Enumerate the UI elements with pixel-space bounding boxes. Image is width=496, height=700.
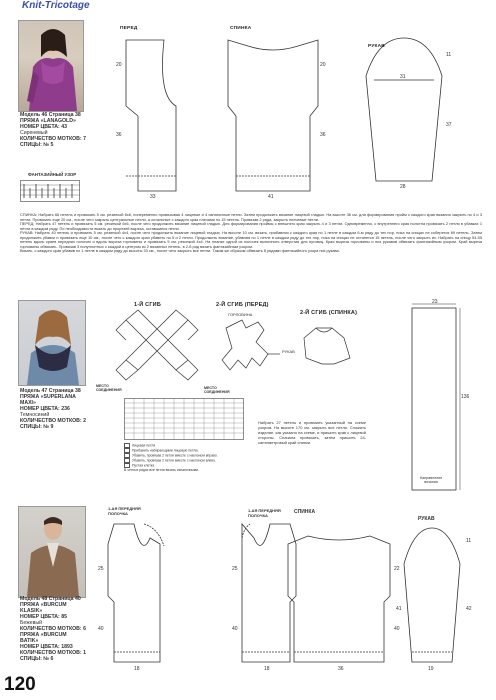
legend-text: Убавить, провязав 2 петли вместе с наклоном влево. [132, 458, 216, 463]
model47-scarf-rect [408, 300, 468, 496]
model47-caption-line: Темносиний [20, 412, 50, 418]
model46-caption-line: НОМЕР ЦВЕТА: 43 [20, 124, 67, 130]
model48-caption-line: КОЛИЧЕСТВО МОТКОВ: 1 [20, 650, 86, 656]
model46-caption [20, 112, 86, 148]
joint-label-2: МЕСТО СОЕДИНЕНИЯ [204, 386, 230, 394]
model46-caption-line: ПРЯЖА «LANAGOLD» [20, 118, 76, 124]
dim-label: 37 [446, 122, 452, 128]
dim-label: 36 [320, 132, 326, 138]
dim-label: 22 [394, 566, 400, 572]
instruction-paragraph: ПЕРЕД: Набрать 47 петель и провязать 5 см. резинкой 6х6, после чего продолжить вязание лицевой гладью. Для формирования проймы с внешнего края закрыть 4 и 3 петли. Одновременно, с внутреннего края полотна провязать 2 петли в убавках 1 петли в каждом ряду. По необходимости вязать до прорезей выреза, оставшиеся петли. [20, 221, 482, 231]
front2-label: 1-АЯ ПЕРЕДНЯЯ ПОЛОЧКА [248, 508, 281, 518]
dim-label: 20 [116, 62, 122, 68]
page-number: 120 [4, 674, 36, 695]
dim-label: 18 [264, 666, 270, 672]
back48-outline [288, 536, 390, 662]
dim-label: 28 [400, 184, 406, 190]
model46-back-label: СПИНКА [230, 26, 252, 31]
model46-front-outline [126, 40, 176, 191]
instruction-paragraph: РУКАВ: Набрать 40 петель и провязать 5 см. резинкой 4х4, после чего продолжить вязание лицевой гладью. На высоте 10 см. вязать, прибавляя с каждого края по 1 петле в каждом 6-м ряду до тех пор, пока на спицах не соберется 69 петель. Затем продолжить убавки и провязать еще 10 см., после чего с каждого края убавить по 5 и 2 петли. Продолжить вязание, убавляя по 1 петле в каждом ряду до тех пор, пока на спицах не останется 15 петель, после чего закрыть их. Набрать на спицу 54-55 петель вдоль краев передних полочек и вдоль выреза горловины и провязать 5 см. резинкой 4х4. На планке одной из полочек выполнить отверстия для пуговиц. Края выреза горловины и низ рукавов обвязать фантазийным узором. Край выреза горловины обвязать. Провязав 3 полуплотных с каждой и центром из 2 вязанных петель, в 2-й ряд вязать фантазийным узором. [20, 230, 482, 249]
model46-photo [18, 20, 84, 112]
dim-label: 41 [396, 606, 402, 612]
legend-text: Убавить, провязав 2 петли вместе с наклоном вправо. [132, 453, 218, 458]
model48-caption-line: BATIK» [20, 638, 39, 644]
dim-label: 41 [268, 194, 274, 200]
model46-back-outline [228, 40, 318, 191]
model46-photo-art [19, 21, 83, 111]
joint-label-1: МЕСТО СОЕДИНЕНИЯ [96, 384, 122, 392]
model46-caption-line: КОЛИЧЕСТВО МОТКОВ: 7 [20, 136, 86, 142]
model48-photo-art [19, 507, 85, 597]
model48-caption-line: ПРЯЖА «BURCUM [20, 632, 67, 638]
direction-label: Направление вязания [419, 476, 443, 484]
model47-caption [20, 388, 86, 430]
model46-pattern-chart [20, 180, 80, 202]
model48-caption [20, 596, 86, 662]
dim-label: 31 [400, 74, 406, 80]
model46-front-label: ПЕРЕД [120, 26, 138, 31]
model48-caption-line: НОМЕР ЦВЕТА: 1893 [20, 644, 73, 650]
model47-caption-line: MAXI» [20, 400, 36, 406]
model48-caption-line: ПРЯЖА «BURCUM [20, 602, 67, 608]
model47-fold-diagrams [96, 308, 396, 408]
dim-label: 40 [232, 626, 238, 632]
dim-label: 36 [116, 132, 122, 138]
neck-label: ГОРЛОВИНА [228, 312, 253, 317]
model48-schematics [94, 514, 490, 674]
model46-caption-line: Модель 46 Страница 38 [20, 112, 81, 118]
dim-label: 11 [466, 538, 472, 544]
legend-text: В четных рядах все петли вязать изнаночными. [124, 468, 199, 472]
dim-label: 25 [232, 566, 238, 572]
model47-stitch-chart [124, 398, 244, 440]
dim-label: 19 [428, 666, 434, 672]
model46-caption-line: Сиреневый [20, 130, 48, 136]
dim-label: 11 [446, 52, 452, 58]
fold2-back-title: 2-Й СГИБ (СПИНКА) [300, 310, 358, 316]
model46-caption-line: СПИЦЫ: № 5 [20, 142, 54, 148]
dim-label: 42 [466, 606, 472, 612]
model46-sleeve-outline [366, 38, 442, 181]
model47-caption-line: Модель 47 Страница 38 [20, 388, 81, 394]
dim-label: 25 [98, 566, 104, 572]
fold2-front-title: 2-Й СГИБ (ПЕРЕД) [216, 302, 269, 308]
model46-sleeve-label: РУКАВ [368, 44, 385, 49]
legend-text: Лицевая петля [132, 443, 156, 448]
legend-item [124, 468, 244, 472]
legend-text: Пустая клетка [132, 463, 155, 468]
magazine-logo: Knit-Tricotage [22, 0, 90, 11]
model47-legend [124, 443, 244, 472]
sleeve48-outline [404, 528, 460, 662]
svg-text:23: 23 [432, 299, 438, 305]
model47-instruction: Набрать 27 петель и провязать указанный на схеме узором. На высоте 170 см. закрыть все петли. Сложить изделие, как указано на схеме, и пришить края с лицевой стороны. Сначала провязать, затем пришить 24-сантиметровый край спинки. [258, 420, 366, 445]
model48-caption-line: НОМЕР ЦВЕТА: 85 [20, 614, 67, 620]
dim-label: 40 [394, 626, 400, 632]
model47-caption-line: ПРЯЖА «SUPERLANA [20, 394, 76, 400]
legend-text: Прибавить набирающими лицевую петлю. [132, 448, 199, 453]
front1-outline [108, 524, 160, 662]
model48-caption-line: КОЛИЧЕСТВО МОТКОВ: 6 [20, 626, 86, 632]
model48-photo [18, 506, 86, 598]
model48-caption-line: Бежевый [20, 620, 42, 626]
instruction-paragraph: СПИНКА: Набрать 66 петель и провязать 5 см. резинкой 6х6, попеременно провязывая 4 лицевые и 4 изнаночные петли. Затем продолжить вязание лицевой гладью. На высоте 36 см. для формирования пройм с каждого края вязания закрыть по 4 и 3 петли. Провязать еще 20 см., после чего закрыть центральные петли, а остальные с каждого края плечами по 15 петель. Провязав 2 ряда, закрыть плечевые петли. [20, 212, 482, 222]
instruction-paragraph: Вязать, с каждого края убавив по 1 петле в каждом ряду до высоты 33 см., после чего закрыть все петли. Таким же образом обвязать 8 рядами фантазийного узора низ рукава. [20, 248, 340, 254]
back48-label: СПИНКА [294, 509, 316, 515]
sleeve48-label: РУКАВ [418, 516, 435, 522]
model47-photo-art [19, 301, 85, 385]
dim-label: 18 [134, 666, 140, 672]
dim-label: 20 [320, 62, 326, 68]
model47-caption-line: КОЛИЧЕСТВО МОТКОВ: 2 [20, 418, 86, 424]
model47-photo [18, 300, 86, 386]
dim-label: 40 [98, 626, 104, 632]
model46-instructions [20, 213, 482, 254]
model48-caption-line: СПИЦЫ: № 6 [20, 656, 54, 662]
sleeve-label-47: РУКАВ [282, 349, 295, 354]
fold1-title: 1-Й СГИБ [134, 302, 161, 308]
model46-schematics [108, 26, 468, 198]
model48-caption-line: KLASIK» [20, 608, 43, 614]
svg-text:136: 136 [461, 394, 470, 400]
dim-label: 33 [150, 194, 156, 200]
model46-pattern-label: ФАНТАЗИЙНЫЙ УЗОР [28, 172, 77, 177]
model47-caption-line: НОМЕР ЦВЕТА: 236 [20, 406, 70, 412]
front1-label: 1-АЯ ПЕРЕДНЯЯ ПОЛОЧКА [108, 506, 141, 516]
model47-caption-line: СПИЦЫ: № 9 [20, 424, 54, 430]
dim-label: 36 [338, 666, 344, 672]
model48-caption-line: Модель 48 Страница 40 [20, 596, 81, 602]
